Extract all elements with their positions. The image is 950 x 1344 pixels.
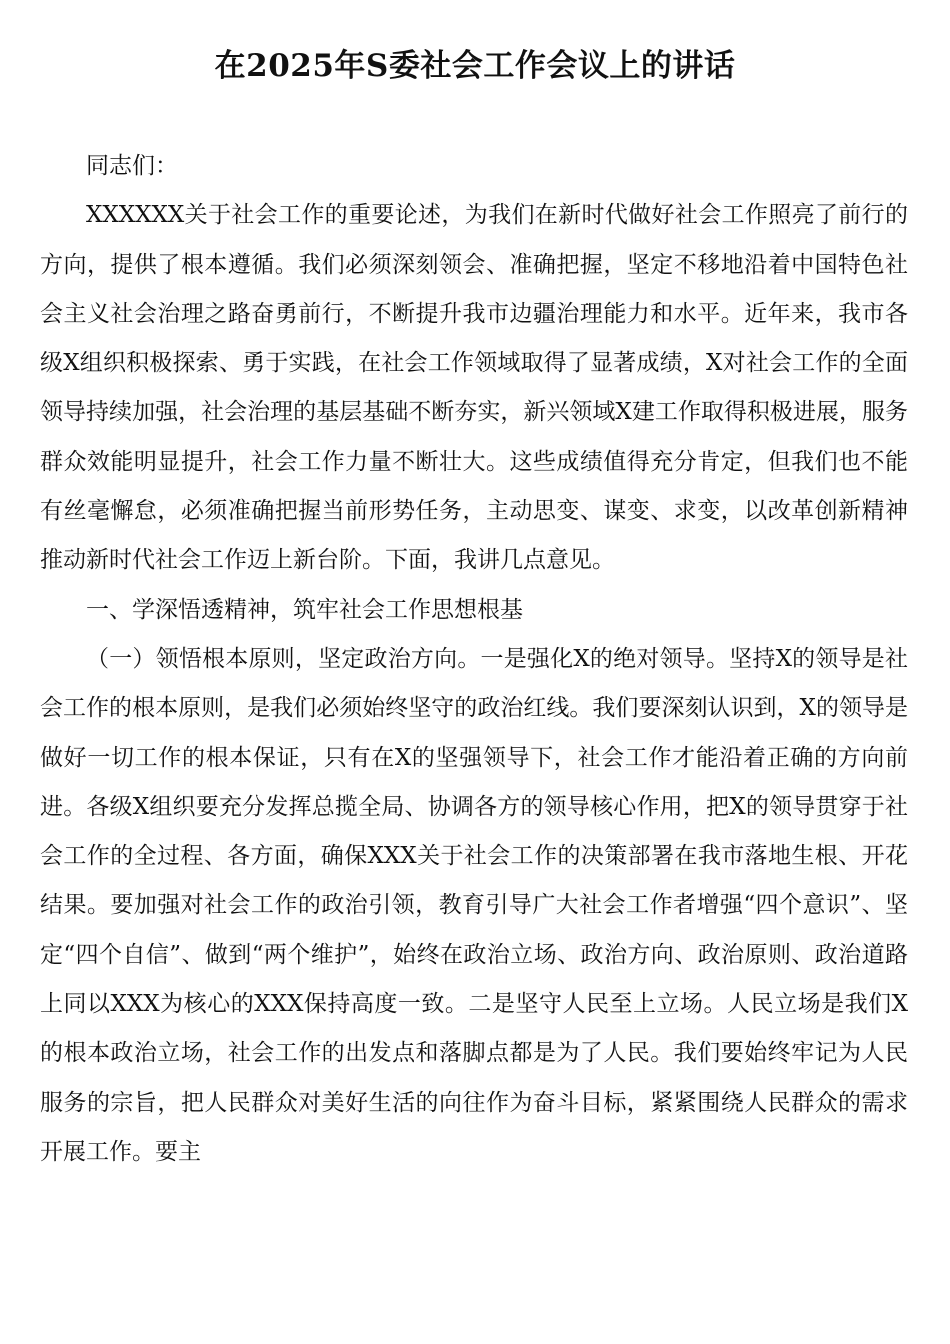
section-heading-1: 一、学深悟透精神，筑牢社会工作思想根基 <box>86 596 523 623</box>
intro-paragraph: XXXXXX关于社会工作的重要论述，为我们在新时代做好社会工作照亮了前行的方向，提供了根本遵循。我们必须深刻领会、准确把握，坚定不移地沿着中国特色社会主义社会治理之路奋勇前行，不断提升我市边疆治理能力和水平。近年来，我市各级X组织积极探索、勇于实践，在社会工作领域取得了显著成绩，X对社会工作的全面领导持续加强，社会治理的基层基础不断夯实，新兴领域X建工作取得积极进展，服务群众效能明显提升，社会工作力量不断壮大。这些成绩值得充分肯定，但我们也不能有丝毫懈怠，必须准确把握当前形势任务，主动思变、谋变、求变，以改革创新精神推动新时代社会工作迈上新台阶。下面，我讲几点意见。 <box>40 202 908 574</box>
salutation: 同志们： <box>86 153 178 179</box>
document-body <box>40 142 908 1177</box>
document-title: 在2025年S委社会工作会议上的讲话 <box>214 48 736 84</box>
subsection-paragraph-1: （一）领悟根本原则，坚定政治方向。一是强化X的绝对领导。坚持X的领导是社会工作的根本原则，是我们必须始终坚守的政治红线。我们要深刻认识到，X的领导是做好一切工作的根本保证，只有在X的坚强领导下，社会工作才能沿着正确的方向前进。各级X组织要充分发挥总揽全局、协调各方的领导核心作用，把X的领导贯穿于社会工作的全过程、各方面，确保XXX关于社会工作的决策部署在我市落地生根、开花结果。要加强对社会工作的政治引领，教育引导广大社会工作者增强“四个意识”、坚定“四个自信”、做到“两个维护”，始终在政治立场、政治方向、政治原则、政治道路上同以XXX为核心的XXX保持高度一致。二是坚守人民至上立场。人民立场是我们X的根本政治立场，社会工作的出发点和落脚点都是为了人民。我们要始终牢记为人民服务的宗旨，把人民群众对美好生活的向往作为奋斗目标，紧紧围绕人民群众的需求开展工作。要主 <box>40 645 908 1165</box>
